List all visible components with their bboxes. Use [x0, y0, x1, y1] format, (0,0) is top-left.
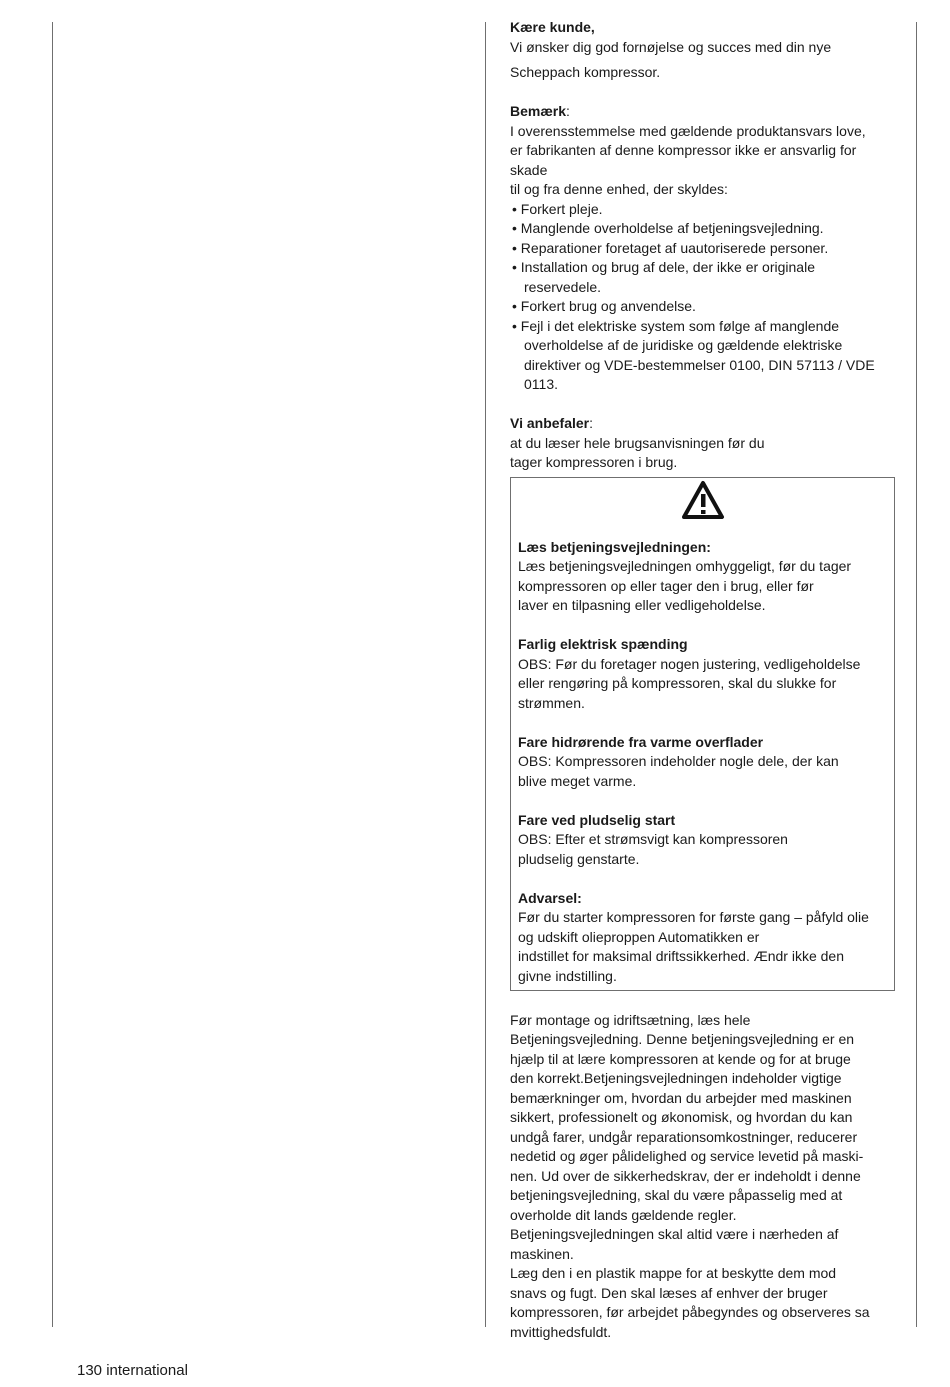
right-margin-rule: [916, 22, 917, 1327]
note-heading-colon: :: [566, 103, 570, 119]
center-column-rule: [485, 22, 486, 1327]
list-item: • Forkert brug og anvendelse.: [510, 297, 895, 317]
safety-warning-box: [510, 477, 895, 992]
left-margin-rule: [52, 22, 53, 1327]
section-line: laver en tilpasning eller vedligeholdelse.: [518, 597, 766, 613]
section-line: blive meget varme.: [518, 772, 637, 789]
recommend-heading: [510, 414, 895, 434]
section-line: indstillet for maksimal driftssikkerhed. Ændr ikke den: [518, 948, 845, 964]
note-heading-label: Bemærk: [510, 103, 567, 119]
closing-line: hjælp til at lære kompressoren at kende og for at bruge: [510, 1050, 851, 1067]
recommend-heading-label: Vi anbefaler: [510, 415, 590, 431]
section-line: OBS: Kompressoren indeholder nogle dele, der kan: [518, 753, 839, 769]
section-title: Læs betjeningsvejledningen:: [518, 538, 711, 555]
note-line: til og fra denne enhed, der skyldes:: [510, 181, 728, 197]
section-title: Advarsel:: [518, 889, 582, 906]
page-footer: 130 international: [77, 1362, 188, 1379]
note-line: er fabrikanten af denne kompressor ikke er ansvarlig for: [510, 142, 857, 158]
liability-list: [510, 200, 895, 395]
greeting-line: Scheppach kompressor.: [510, 64, 661, 80]
closing-line: betjeningsvejledning, skal du være påpasselig med at: [510, 1187, 843, 1203]
list-item: • Manglende overholdelse af betjeningsvejledning.: [510, 219, 895, 239]
section-line: pludselig genstarte.: [518, 850, 640, 867]
section-title: Fare ved pludselig start: [518, 811, 676, 828]
closing-line: snavs og fugt. Den skal læses af enhver der bruger: [510, 1284, 828, 1301]
closing-line: den korrekt.Betjeningsvejledningen indeholder vigtige: [510, 1070, 842, 1086]
note-line: skade: [510, 161, 548, 178]
closing-line: kompressoren, før arbejdet påbegyndes og observeres sa: [510, 1304, 870, 1320]
closing-line: maskinen.: [510, 1245, 574, 1262]
closing-line: nen. Ud over de sikkerhedskrav, der er indeholdt i denne: [510, 1167, 861, 1184]
list-item: • Fejl i det elektriske system som følge af manglende overholdelse af de juridiske og gældende elektriske direktiver og VDE-bestemmelser 0100, DIN 57113 / VDE 0113.: [510, 317, 895, 395]
section-line: Før du starter kompressoren for første gang – påfyld olie: [518, 909, 869, 925]
closing-paragraph: [510, 1011, 895, 1343]
closing-line: Læg den i en plastik mappe for at beskytte dem mod: [510, 1265, 837, 1281]
warning-triangle-icon: [518, 478, 888, 538]
section-line: Læs betjeningsvejledningen omhyggeligt, før du tager: [518, 558, 852, 574]
text-column: [510, 18, 895, 1342]
closing-line: nedetid og øger pålidelighed og service levetid på maski-: [510, 1148, 864, 1164]
section-title: Farlig elektrisk spænding: [518, 636, 688, 652]
closing-line: sikkert, professionelt og økonomisk, og hvordan du kan: [510, 1109, 853, 1125]
list-item: • Reparationer foretaget af uautoriserede personer.: [510, 239, 895, 259]
closing-line: mvittighedsfuldt.: [510, 1323, 612, 1340]
section-line: OBS: Før du foretager nogen justering, vedligeholdelse: [518, 655, 861, 672]
section-line: eller rengøring på kompressoren, skal du slukke for: [518, 675, 837, 691]
note-heading: [510, 102, 895, 122]
closing-line: bemærkninger om, hvordan du arbejder med maskinen: [510, 1089, 852, 1106]
greeting-title: Kære kunde,: [510, 19, 595, 35]
section-line: og udskift olieproppen Automatikken er: [518, 928, 760, 945]
closing-line: Betjeningsvejledningen skal altid være i nærheden af: [510, 1226, 839, 1242]
section-line: strømmen.: [518, 694, 585, 711]
greeting-line: Vi ønsker dig god fornøjelse og succes med din nye: [510, 38, 832, 55]
list-item: • Installation og brug af dele, der ikke er originale reservedele.: [510, 258, 895, 297]
closing-line: Før montage og idriftsætning, læs hele: [510, 1011, 751, 1028]
section-title: Fare hidrørende fra varme overflader: [518, 733, 764, 750]
note-line: I overensstemmelse med gældende produktansvars love,: [510, 122, 866, 139]
closing-line: overholde dit lands gældende regler.: [510, 1206, 737, 1223]
closing-line: undgå farer, undgår reparationsomkostninger, reducerer: [510, 1128, 858, 1145]
closing-line: Betjeningsvejledning. Denne betjeningsvejledning er en: [510, 1031, 855, 1047]
section-line: givne indstilling.: [518, 967, 617, 984]
recommend-line: tager kompressoren i brug.: [510, 454, 678, 470]
recommend-line: at du læser hele brugsanvisningen før du: [510, 434, 765, 451]
section-line: kompressoren op eller tager den i brug, eller før: [518, 577, 814, 594]
recommend-heading-colon: :: [589, 415, 594, 431]
section-line: OBS: Efter et strømsvigt kan kompressoren: [518, 831, 788, 847]
list-item: • Forkert pleje.: [510, 200, 895, 220]
